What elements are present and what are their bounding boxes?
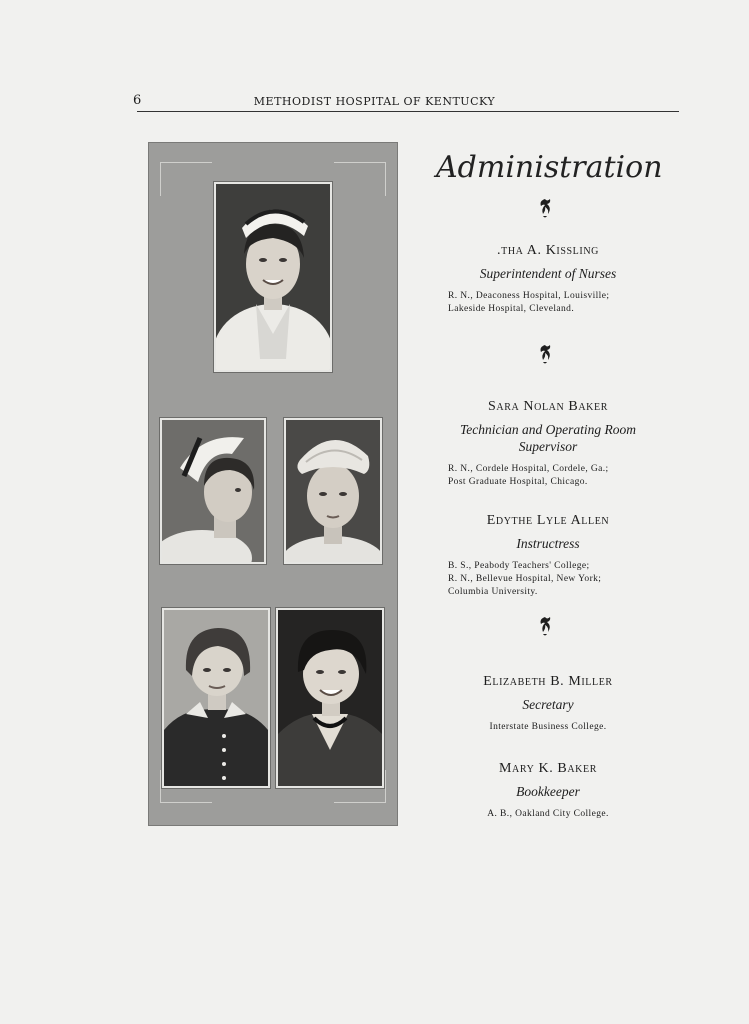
photo-panel — [148, 142, 398, 826]
staff-name: Sara Nolan Baker — [488, 399, 608, 414]
frame-line — [334, 162, 386, 163]
frame-line — [385, 162, 386, 196]
section-title: Administration — [436, 150, 663, 185]
staff-entry — [430, 674, 666, 734]
staff-credentials: R. N., Deaconess Hospital, Louisville; Lakeside Hospital, Cleveland. — [448, 291, 610, 314]
staff-credentials: R. N., Cordele Hospital, Cordele, Ga.; Post Graduate Hospital, Chicago. — [448, 464, 609, 487]
staff-role: Technician and Operating Room Supervisor — [459, 422, 637, 454]
staff-name: Edythe Lyle Allen — [486, 513, 610, 528]
page-number: 6 — [133, 93, 142, 108]
frame-line — [160, 162, 161, 196]
staff-credentials: A. B., Oakland City College. — [487, 809, 609, 819]
portrait-photo-instructress — [284, 418, 382, 564]
portrait-photo-superintendent — [214, 182, 332, 372]
fleuron-ornament-icon — [532, 342, 558, 368]
staff-name: Elizabeth B. Miller — [483, 674, 613, 689]
staff-role: Superintendent of Nurses — [479, 266, 617, 281]
staff-name: .tha A. Kissling — [497, 243, 599, 258]
portrait-photo-bookkeeper — [276, 608, 384, 788]
staff-name: Mary K. Baker — [499, 761, 597, 776]
staff-entry — [430, 761, 666, 821]
staff-entry — [430, 243, 666, 316]
staff-entry — [430, 513, 666, 599]
frame-line — [160, 770, 161, 803]
frame-line — [160, 802, 212, 803]
staff-entry — [430, 399, 666, 489]
staff-credentials: B. S., Peabody Teachers' College; R. N., Bellevue Hospital, New York; Columbia University. — [448, 561, 602, 597]
running-head: METHODIST HOSPITAL OF KENTUCKY — [253, 95, 496, 108]
staff-role: Instructress — [516, 536, 580, 551]
fleuron-ornament-icon — [532, 196, 558, 222]
fleuron-ornament-icon — [532, 614, 558, 640]
staff-role: Bookkeeper — [516, 784, 580, 799]
portrait-photo-secretary — [162, 608, 270, 788]
frame-line — [385, 770, 386, 803]
frame-line — [160, 162, 212, 163]
frame-line — [334, 802, 386, 803]
header-rule — [137, 111, 679, 112]
portrait-photo-technician — [160, 418, 266, 564]
staff-credentials: Interstate Business College. — [489, 722, 607, 732]
staff-role: Secretary — [522, 697, 574, 712]
